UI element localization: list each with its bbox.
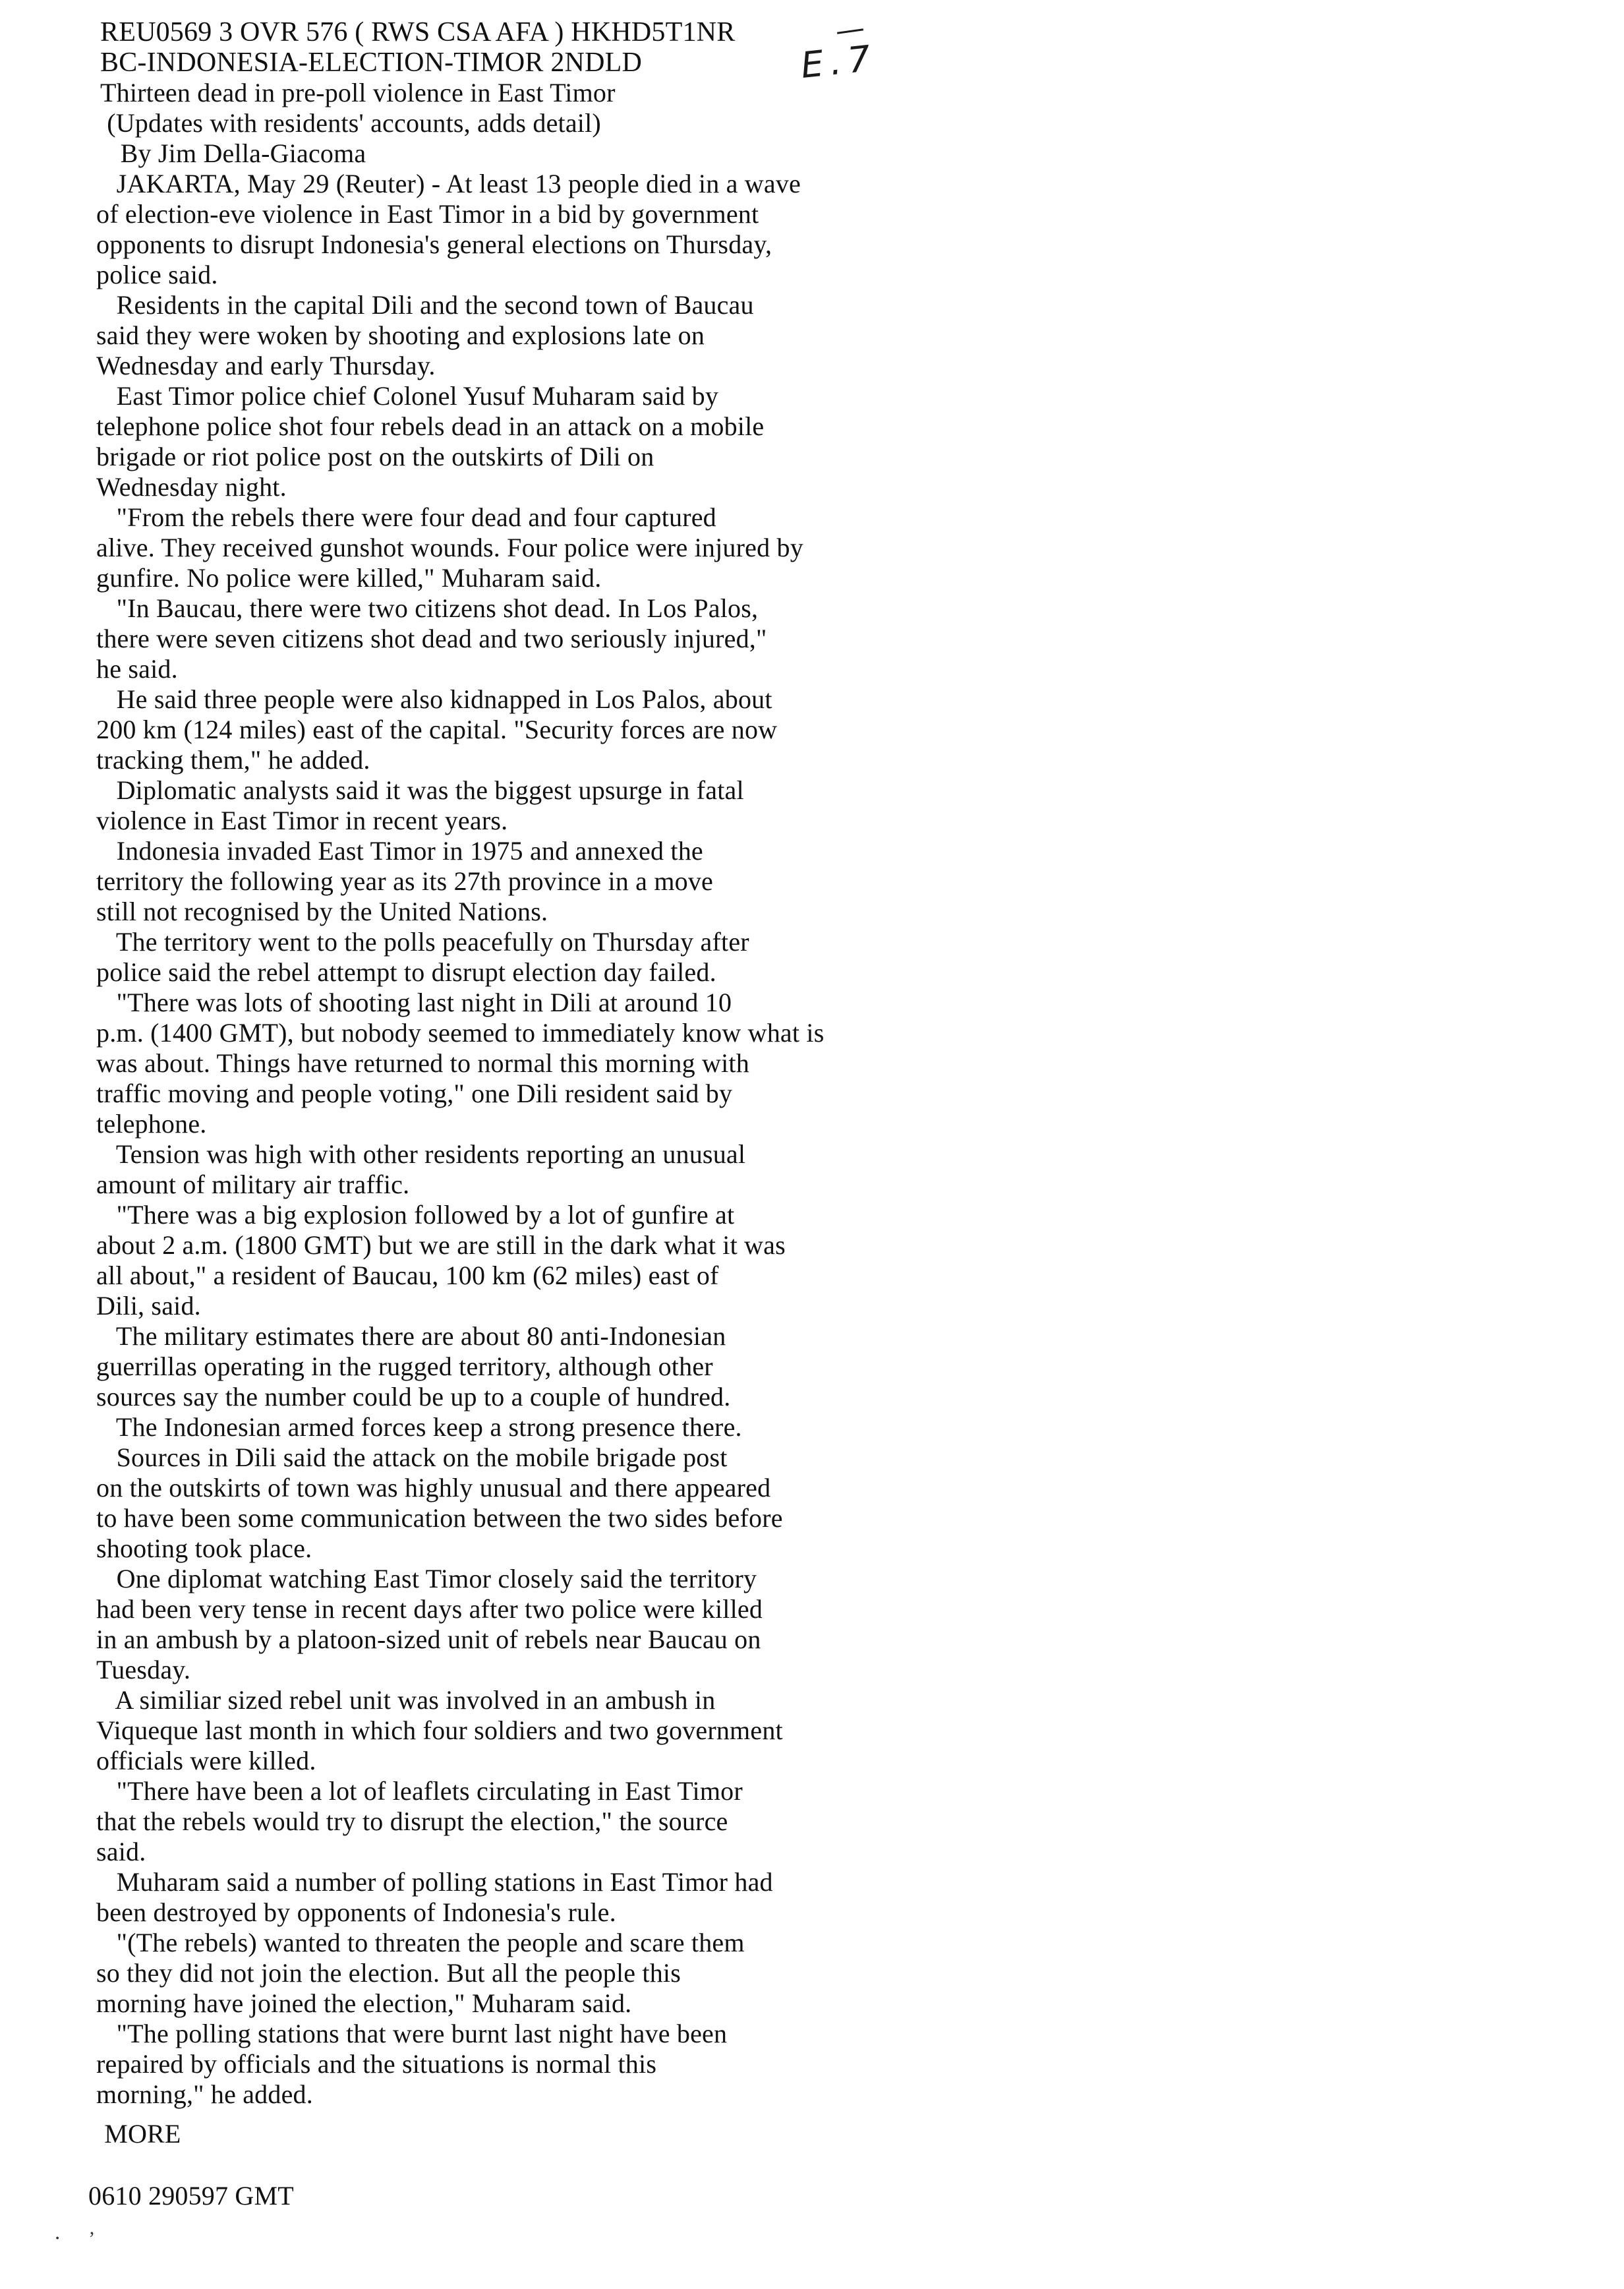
story-line: alive. They received gunshot wounds. Four police were injured by [96,533,803,562]
story-line: "In Baucau, there were two citizens shot dead. In Los Palos, [96,593,759,623]
story-line: telephone. [96,1109,207,1139]
story-line: "There have been a lot of leaflets circulating in East Timor [96,1776,743,1806]
story-line: Viqueque last month in which four soldiers and two government [96,1715,783,1745]
story-line: Tuesday. [96,1655,191,1684]
story-line: Indonesia invaded East Timor in 1975 and annexed the [96,836,703,866]
story-line: about 2 a.m. (1800 GMT) but we are still in the dark what it was [96,1230,786,1260]
story-line: traffic moving and people voting," one Dili resident said by [96,1079,733,1108]
story-line: to have been some communication between the two sides before [96,1503,783,1533]
story-line: territory the following year as its 27th province in a move [96,866,713,896]
story-line: brigade or riot police post on the outskirts of Dili on [96,442,654,471]
story-line: telephone police shot four rebels dead in an attack on a mobile [96,411,765,441]
story-line: tracking them," he added. [96,745,370,775]
story-line: One diplomat watching East Timor closely said the territory [96,1564,757,1593]
story-line: Residents in the capital Dili and the second town of Baucau [96,290,754,320]
story-line: been destroyed by opponents of Indonesia's rule. [96,1897,616,1927]
story-line: repaired by officials and the situations is normal this [96,2049,657,2079]
story-line: police said. [96,260,218,289]
story-line: He said three people were also kidnapped in Los Palos, about [96,684,772,714]
story-line: 200 km (124 miles) east of the capital. "Security forces are now [96,715,778,744]
story-line: shooting took place. [96,1533,312,1563]
story-line: said they were woken by shooting and explosions late on [96,320,705,350]
story-line: Dili, said. [96,1291,201,1321]
more-marker: MORE [98,2119,181,2149]
story-line: violence in East Timor in recent years. [96,806,508,835]
story-line: "From the rebels there were four dead and four captured [96,502,716,532]
headline: Thirteen dead in pre-poll violence in East Timor [100,78,616,107]
story-line: Tension was high with other residents reporting an unusual [96,1139,746,1169]
story-line: Diplomatic analysts said it was the biggest upsurge in fatal [96,775,744,805]
topic-line: BC-INDONESIA-ELECTION-TIMOR 2NDLD [100,47,642,78]
story-line: had been very tense in recent days after two police were killed [96,1594,763,1624]
story-line: JAKARTA, May 29 (Reuter) - At least 13 people died in a wave [96,169,801,198]
story-line: Wednesday and early Thursday. [96,351,436,380]
story-line: in an ambush by a platoon-sized unit of rebels near Baucau on [96,1624,761,1654]
story-line: there were seven citizens shot dead and two seriously injured," [96,624,767,653]
story-line: p.m. (1400 GMT), but nobody seemed to immediately know what is [96,1018,825,1048]
story-line: The military estimates there are about 80 anti-Indonesian [96,1321,726,1351]
transmission-timestamp: 0610 290597 GMT [88,2181,294,2211]
story-line: The territory went to the polls peacefully on Thursday after [96,927,749,957]
story-line: morning have joined the election," Muharam said. [96,1988,632,2018]
story-line: "The polling stations that were burnt last night have been [96,2019,728,2048]
story-line: morning," he added. [96,2079,313,2109]
story-line: A similiar sized rebel unit was involved in an ambush in [96,1685,716,1715]
story-line: officials were killed. [96,1746,316,1775]
story-line: "(The rebels) wanted to threaten the people and scare them [96,1928,745,1957]
update-note: (Updates with residents' accounts, adds detail) [100,108,601,138]
story-line: police said the rebel attempt to disrupt election day failed. [96,957,716,987]
byline: By Jim Della-Giacoma [100,138,366,168]
story-line: sources say the number could be up to a couple of hundred. [96,1382,731,1412]
story-line: Sources in Dili said the attack on the mobile brigade post [96,1442,728,1472]
story-line: "There was a big explosion followed by a lot of gunfire at [96,1200,735,1230]
story-line: Wednesday night. [96,472,287,502]
story-line: said. [96,1837,146,1866]
story-line: he said. [96,654,178,684]
story-line: East Timor police chief Colonel Yusuf Muharam said by [96,381,719,411]
handwritten-note: E.7 [799,37,879,86]
story-line: opponents to disrupt Indonesia's general elections on Thursday, [96,229,772,259]
story-line: on the outskirts of town was highly unusual and there appeared [96,1473,771,1502]
story-line: so they did not join the election. But all the people this [96,1958,682,1988]
story-line: still not recognised by the United Nations. [96,897,548,926]
story-line: amount of military air traffic. [96,1170,410,1199]
stray-marks: ⋅ ’ [54,2228,107,2249]
story-line: The Indonesian armed forces keep a strong presence there. [96,1412,742,1442]
story-line: that the rebels would try to disrupt the election," the source [96,1806,728,1836]
story-line: "There was lots of shooting last night in Dili at around 10 [96,988,732,1017]
slug-line: REU0569 3 OVR 576 ( RWS CSA AFA ) HKHD5T1NR [100,17,736,47]
story-line: gunfire. No police were killed," Muharam said. [96,563,602,593]
story-line: all about," a resident of Baucau, 100 km (62 miles) east of [96,1261,719,1290]
story-line: Muharam said a number of polling stations in East Timor had [96,1867,773,1897]
story-line: guerrillas operating in the rugged territory, although other [96,1352,713,1381]
handwritten-dash [837,28,863,34]
story-line: was about. Things have returned to normal this morning with [96,1048,749,1078]
story-line: of election-eve violence in East Timor in a bid by government [96,199,759,229]
